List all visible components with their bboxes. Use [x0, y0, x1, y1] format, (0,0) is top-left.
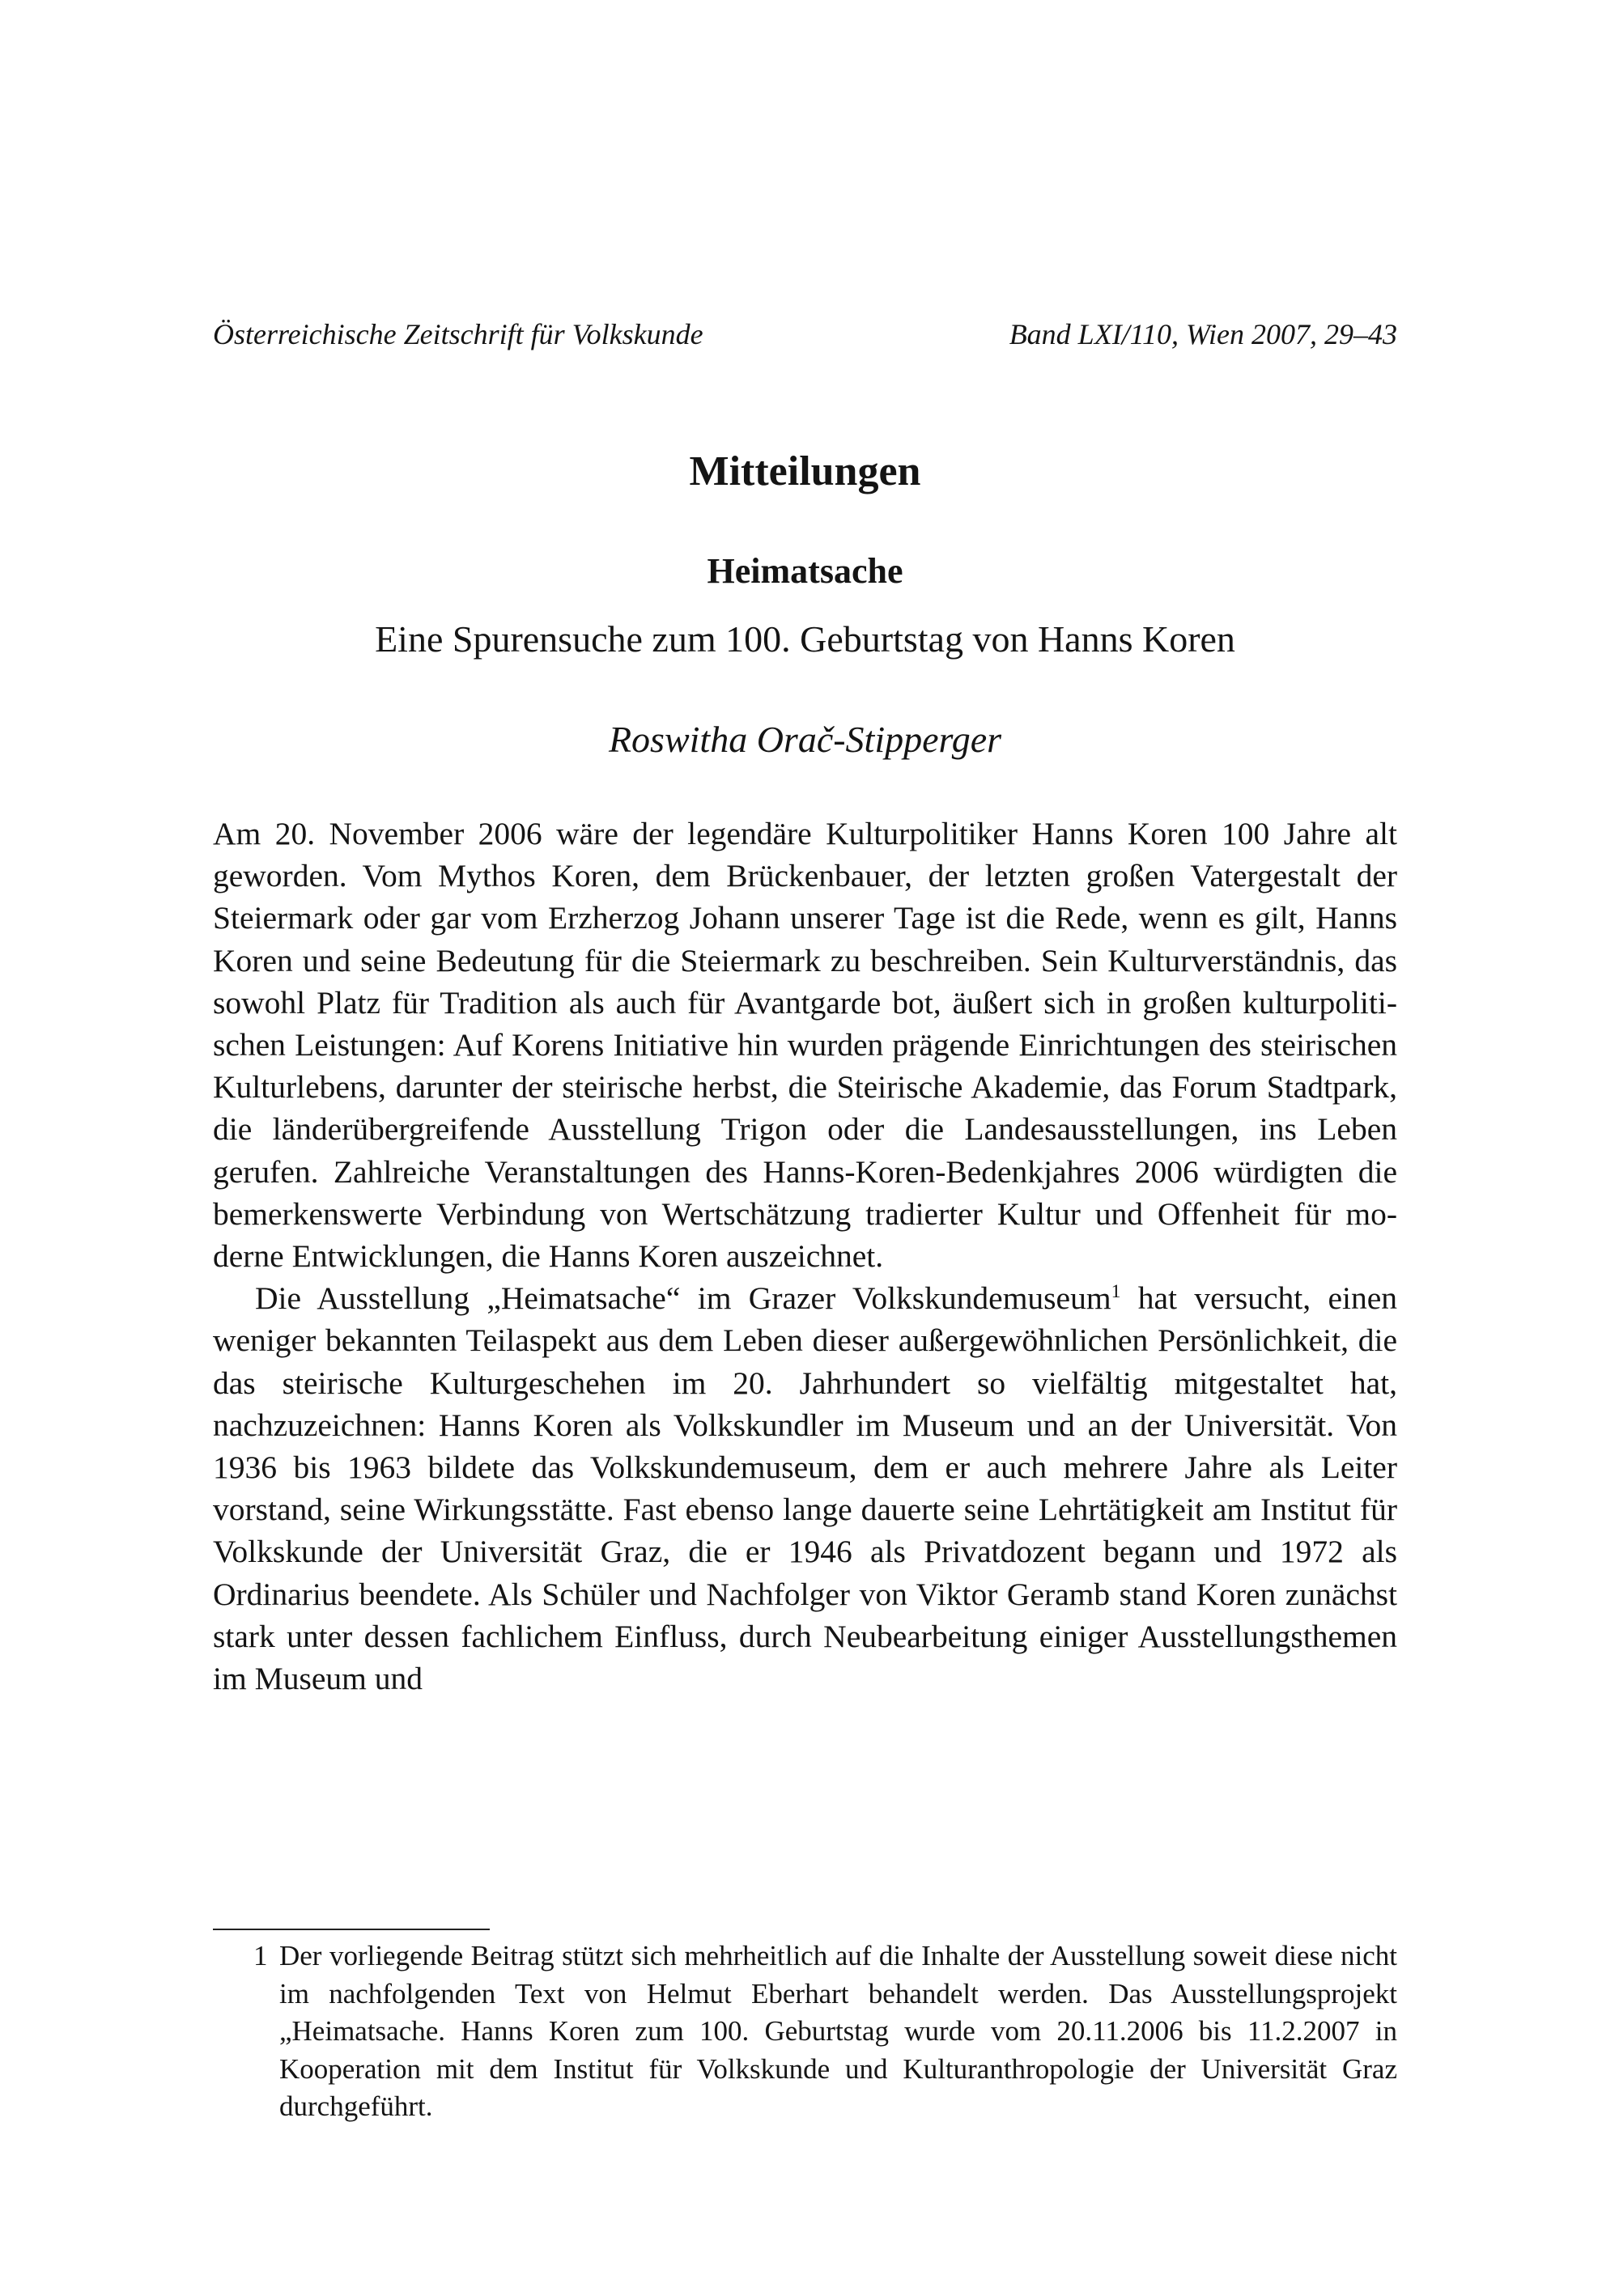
paragraph-2-rest: hat versucht, einen weniger bekannten Teilaspekt aus dem Leben dieser außergewöhnlichen Persönlichkeit, die das steirische Kulturgeschehen im 20. Jahrhundert so vielfältig mitgestaltet hat, nachzuzeichnen: Hanns Koren als Volkskundler im Museum und an der Universität. Von 1936 bis 1963 bildete das Volkskundemuseum, dem er auch mehrere Jahre als Leiter vorstand, seine Wirkungsstätte. Fast ebenso lange dauerte seine Lehrtätigkeit am Institut für Volkskunde der Universität Graz, die er 1946 als Privatdozent begann und 1972 als Ordinarius beendete. Als Schüler und Nachfolger von Viktor Geramb stand Koren zunächst stark unter dessen fachlichem Einfluss, durch Neubearbeitung einiger Ausstellungsthemen im Museum und — [213, 1280, 1398, 1697]
footnote — [213, 1937, 1397, 2126]
article-subtitle: Eine Spurensuche zum 100. Geburtstag von Hanns Koren — [375, 618, 1235, 660]
paragraph-1: Am 20. November 2006 wäre der legendäre Kulturpolitiker Hanns Koren 100 Jahre alt geworden. Vom Mythos Koren, dem Brückenbauer, der letzten großen Vatergestalt der Steiermark oder gar vom Erzherzog Johann unserer Tage ist die Rede, wenn es gilt, Hanns Koren und seine Bedeutung für die Steiermark zu beschreiben. Sein Kulturverständnis, das sowohl Platz für Tradition als auch für Avantgarde bot, äußert sich in großen kulturpolitischen Leistungen: Auf Korens Initiative hin wurden prägende Einrichtungen des steirischen Kulturlebens, darunter der steirische herbst, die Steirische Akademie, das Forum Stadtpark, die länderübergreifende Ausstellung Trigon oder die Landesausstellungen, ins Leben gerufen. Zahlreiche Veranstaltungen des Hanns-Koren-Bedenkjahres 2006 würdigten die bemerkenswerte Verbindung von Wertschätzung tradierter Kultur und Offenheit für moderne Entwicklungen, die Hanns Koren auszeichnet. — [213, 816, 1397, 1275]
running-head — [213, 314, 1397, 354]
body-text — [213, 813, 1397, 1700]
footnote-divider — [213, 1929, 490, 1930]
paragraph-2 — [213, 1277, 1397, 1700]
paragraph-2-start: Die Ausstellung „Heimatsache“ im Grazer Volkskundemuseum — [255, 1280, 1111, 1317]
volume-info: Band LXI/110, Wien 2007, 29–43 — [1009, 318, 1397, 350]
section-title: Mitteilungen — [689, 448, 921, 494]
article-title: Heimatsache — [707, 551, 903, 591]
footnote-text: Der vorliegende Beitrag stützt sich mehrheitlich auf die Inhalte der Ausstellung soweit diese nicht im nachfolgenden Text von Helmut Eberhart behandelt werden. Das Ausstellungsprojekt „Heimatsache. Hanns Koren zum 100. Geburtstag wurde vom 20.11.2006 bis 11.2.2007 in Kooperation mit dem Institut für Volkskunde und Kulturanthropologie der Universität Graz durchgeführt. — [279, 1940, 1397, 2122]
footnote-number: 1 — [253, 1940, 268, 1971]
author-name: Roswitha Orač-Stipperger — [608, 719, 1002, 760]
footnote-reference[interactable]: 1 — [1111, 1281, 1121, 1303]
journal-title: Österreichische Zeitschrift für Volkskunde — [213, 318, 703, 350]
